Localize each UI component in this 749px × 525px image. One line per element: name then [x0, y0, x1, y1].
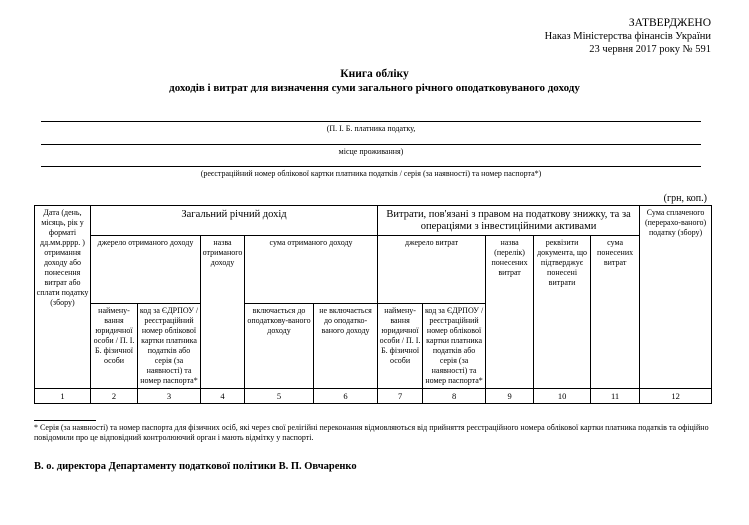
date-header: Дата (день, місяць, рік у форматі дд.мм.рррр. ) отримання доходу або понесення витрат або сплати податку (збору) — [35, 206, 91, 389]
signature: В. о. директора Департаменту податкової політики В. П. Овчаренко — [34, 461, 357, 472]
approval-date: 23 червня 2017 року № 591 — [589, 44, 711, 55]
residence-caption: місце проживання) — [338, 147, 404, 156]
name-caption: (П. І. Б. платника податку, — [326, 124, 416, 133]
approval-authority: Наказ Міністерства фінансів України — [544, 31, 711, 42]
expense-code-header: код за ЄДРПОУ / реєстраційний номер облікової картки платника податків або серія (за наявності) та номер паспорта* — [423, 304, 486, 389]
name-field-line[interactable] — [41, 121, 701, 122]
tax-paid-header: Сума сплаченого (перерахо-ваного) податку (збору) — [640, 206, 712, 389]
expense-group-header: Витрати, пов'язані з правом на податкову знижку, та за операціями з інвестиційними активами — [378, 206, 640, 236]
expense-document-header: реквізити документа, що підтверджує понесені витрати — [534, 236, 591, 389]
expense-source-header: джерело витрат — [378, 236, 486, 304]
expense-title-header: назва (перелік) понесених витрат — [486, 236, 534, 389]
expense-name-header: наймену-вання юридичної особи / П. І. Б. фізичної особи — [378, 304, 423, 389]
footnote-divider — [34, 420, 96, 421]
ledger-table — [34, 205, 712, 404]
column-number: 7 — [378, 389, 423, 404]
income-source-header: джерело отриманого доходу — [91, 236, 201, 304]
column-number: 5 — [245, 389, 314, 404]
approval-stamp — [545, 17, 711, 56]
column-number: 2 — [91, 389, 138, 404]
column-number: 9 — [486, 389, 534, 404]
expense-amount-header: сума понесених витрат — [591, 236, 640, 389]
income-type-header: назва отриманого доходу — [201, 236, 245, 389]
registration-caption: (реєстраційний номер облікової картки платника податків / серія (за наявності) та номер паспорта*) — [200, 169, 542, 178]
column-number: 3 — [138, 389, 201, 404]
column-number: 10 — [534, 389, 591, 404]
document-title: Книга обліку — [340, 68, 409, 80]
included-header: включається до оподаткову-ваного доходу — [245, 304, 314, 389]
income-code-header: код за ЄДРПОУ / реєстраційний номер облікової картки платника податків або серія (за наявності) та номер паспорта* — [138, 304, 201, 389]
column-number: 11 — [591, 389, 640, 404]
column-number: 12 — [640, 389, 712, 404]
footnote: * Серія (за наявності) та номер паспорта для фізичних осіб, які через свої релігійні переконання відмовляються від прийняття реєстраційного номера облікової картки платника податків та офіційно повідомили про це відповідний контролюючий орган і мають відмітку у паспорті. — [34, 423, 709, 442]
approval-status: ЗАТВЕРДЖЕНО — [628, 17, 711, 29]
column-number: 4 — [201, 389, 245, 404]
column-number: 8 — [423, 389, 486, 404]
income-amount-header: сума отриманого доходу — [245, 236, 378, 304]
not-included-header: не включається до оподатко-ваного доходу — [314, 304, 378, 389]
registration-field-line[interactable] — [41, 166, 701, 167]
column-number: 1 — [35, 389, 91, 404]
document-subtitle: доходів і витрат для визначення суми загального річного оподатковуваного доходу — [169, 82, 580, 94]
column-number: 6 — [314, 389, 378, 404]
currency-unit: (грн, коп.) — [663, 193, 707, 204]
column-number-row — [35, 389, 712, 404]
income-group-header: Загальний річний дохід — [91, 206, 378, 236]
residence-field-line[interactable] — [41, 144, 701, 145]
income-name-header: наймену-вання юридичної особи / П. І. Б. фізичної особи — [91, 304, 138, 389]
